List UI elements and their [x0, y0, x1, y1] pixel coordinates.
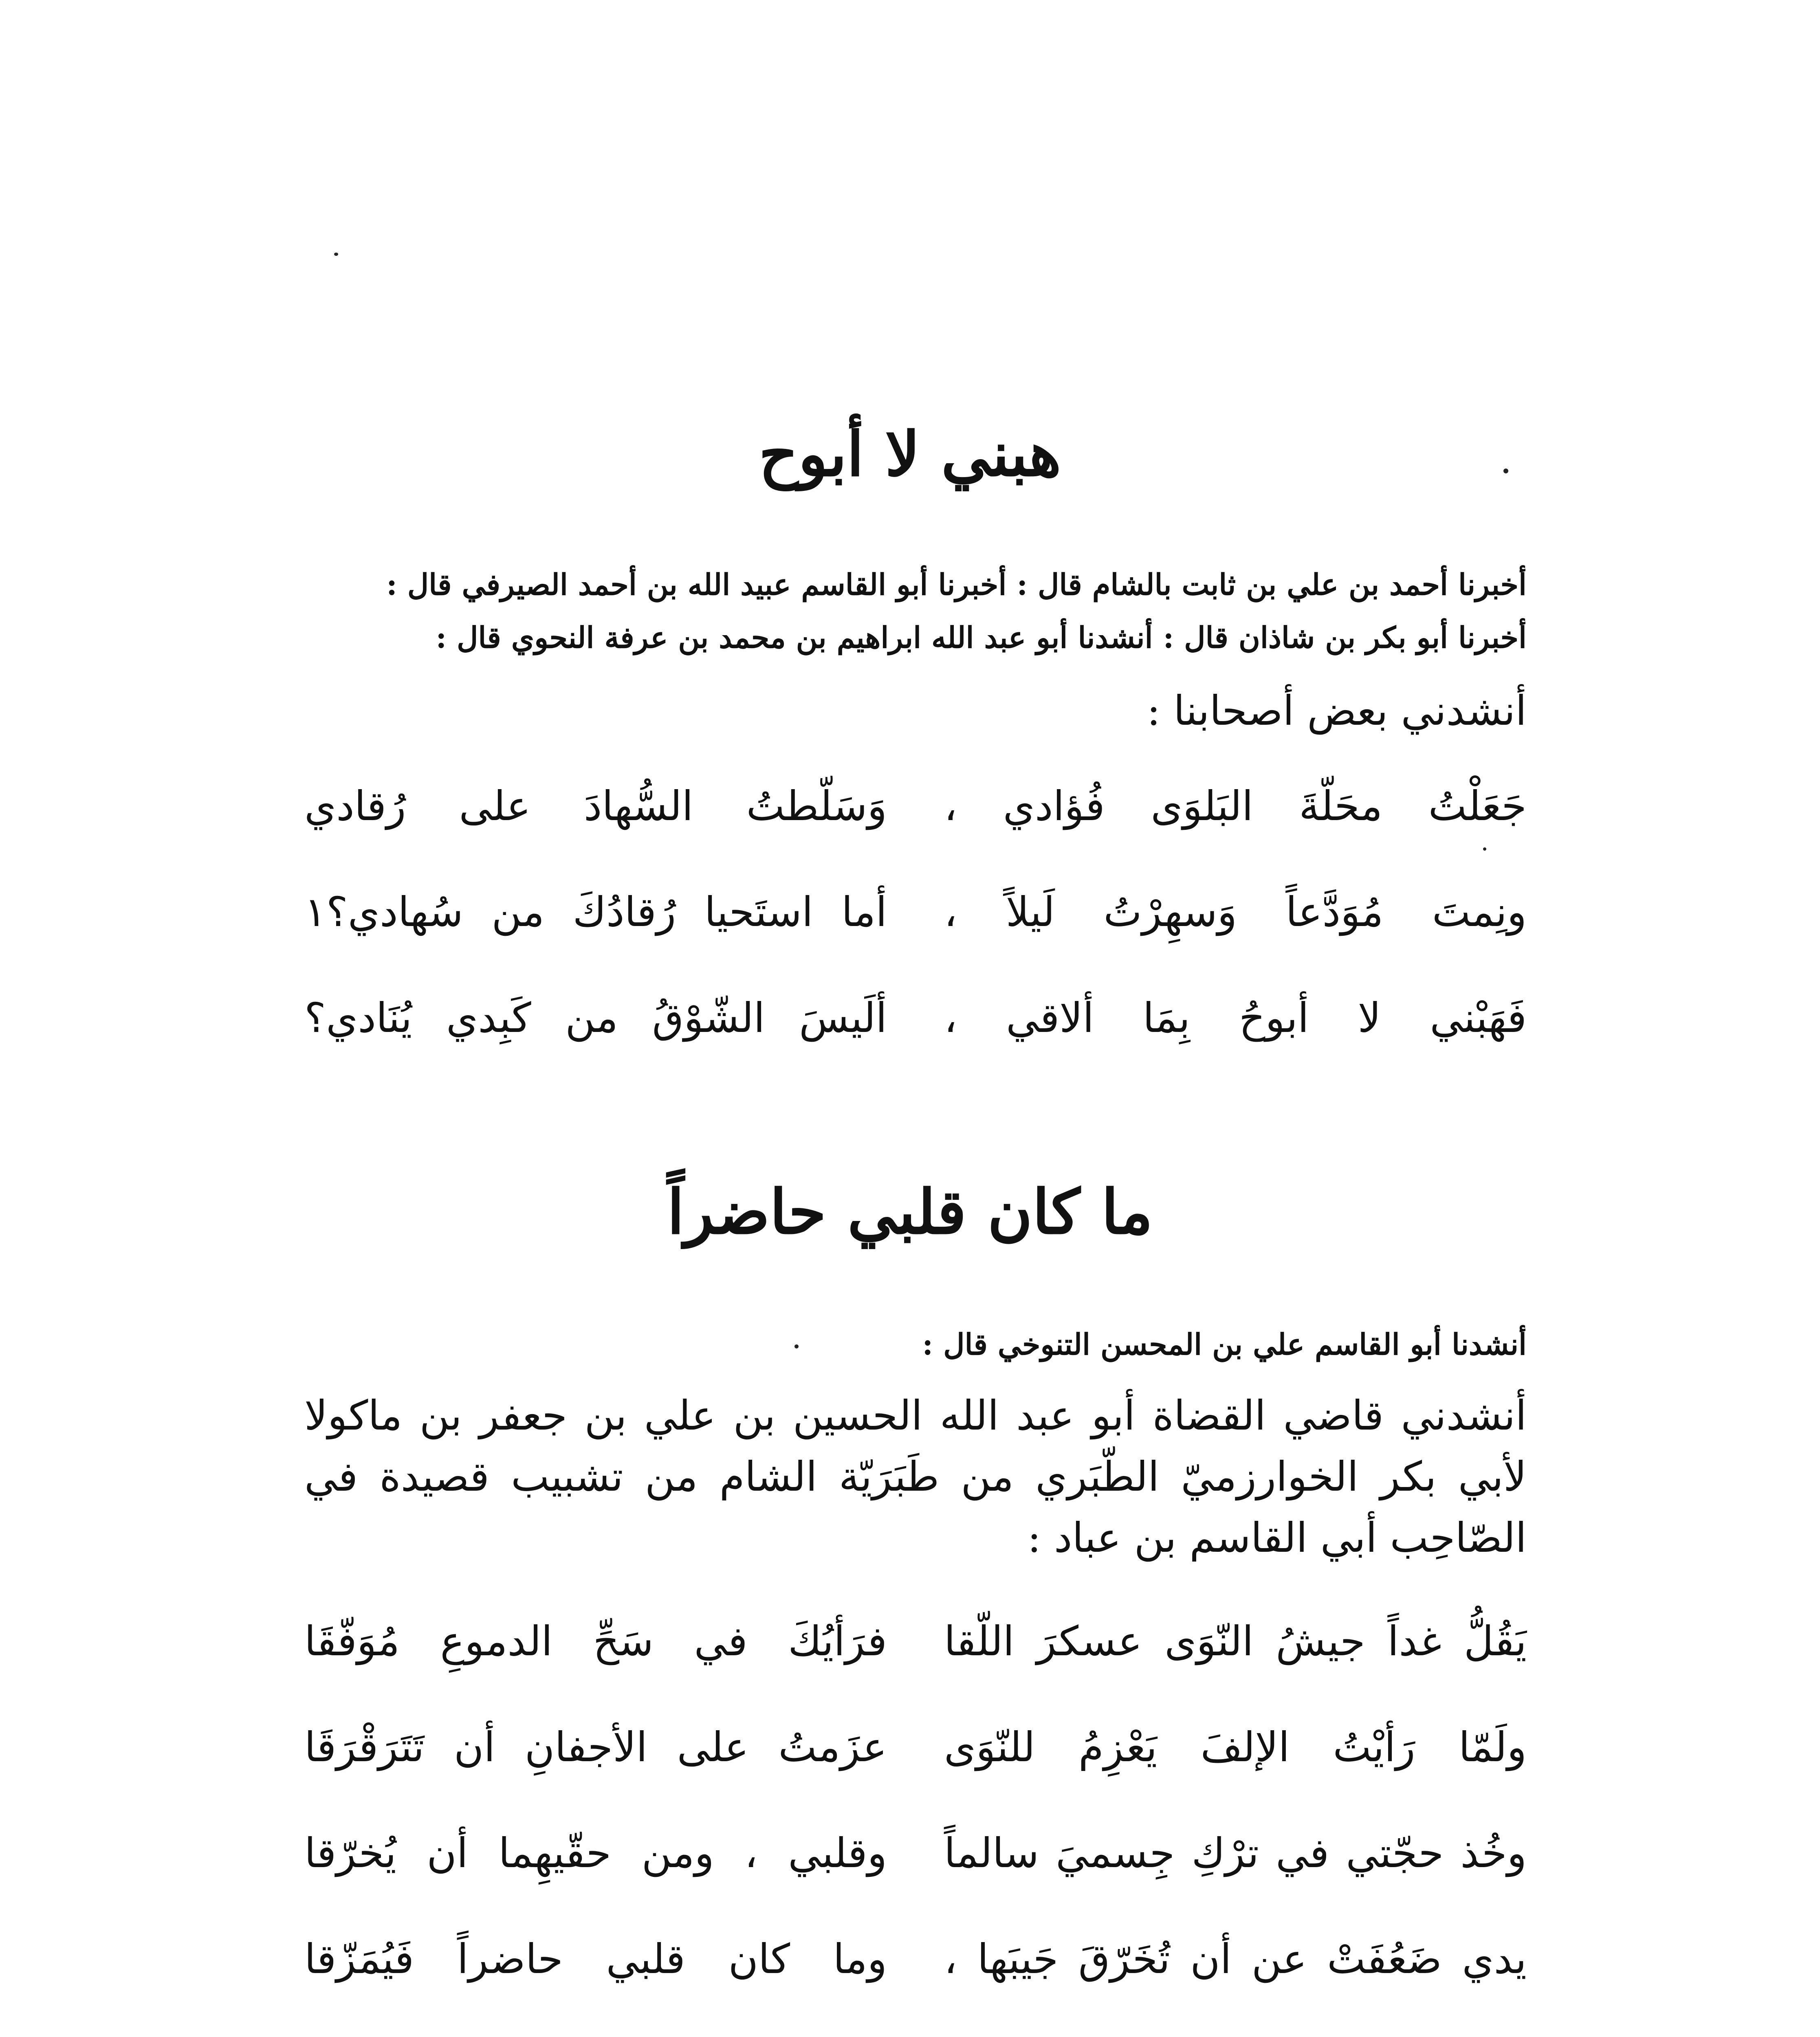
verse-line — [304, 1723, 1527, 1829]
section-title: هبني لا أبوح — [759, 418, 1061, 490]
second-hemistich: فرَأيُكَ في سَحِّ الدموعِ مُوَفّقَا — [304, 1617, 887, 1665]
first-hemistich: جَعَلْتُ محَلّةَ البَلوَى فُؤادي ، — [944, 782, 1527, 830]
first-hemistich: ولَمّا رَأيْتُ الإلفَ يَعْزِمُ للنّوَى — [944, 1723, 1527, 1771]
second-hemistich: وما كان قلبي حاضراً فَيُمَزّقا — [304, 1935, 887, 1983]
isnad-line: أخبرنا أبو بكر بن شاذان قال : أنشدنا أبو عبد الله ابراهيم بن محمد بن عرفة النحوي قال : — [436, 620, 1527, 655]
verse-line — [304, 1829, 1527, 1935]
second-hemistich: أما استَحيا رُقادُكَ من سُهادي؟١ — [304, 888, 887, 936]
verse-line — [304, 994, 1527, 1100]
second-hemistich: ألَيسَ الشّوْقُ من كَبِدي يُنَادي؟ — [304, 994, 887, 1042]
verse-line — [304, 1935, 1527, 2037]
first-hemistich: وخُذ حجّتي في ترْكِ جِسميَ سالماً — [944, 1829, 1527, 1877]
poem — [304, 1617, 1527, 2037]
verse-line — [304, 1617, 1527, 1723]
first-hemistich: يَقُلُّ غداً جيشُ النّوَى عسكرَ اللّقا — [944, 1617, 1527, 1665]
isnad-line: أنشدنا أبو القاسم علي بن المحسن التنوخي قال : — [922, 1327, 1527, 1362]
first-hemistich: فَهَبْني لا أبوحُ بِمَا ألاقي ، — [944, 994, 1527, 1042]
second-hemistich: وَسَلّطتُ السُّهادَ على رُقادي — [304, 782, 887, 830]
second-hemistich: عزَمتُ على الأجفانِ أن تَتَرَقْرَقَا — [304, 1723, 887, 1771]
verse-line — [304, 782, 1527, 888]
first-hemistich: ونِمتَ مُوَدَّعاً وَسهِرْتُ لَيلاً ، — [944, 888, 1527, 936]
poem — [304, 782, 1527, 1100]
isnad-line: أخبرنا أحمد بن علي بن ثابت بالشام قال : أخبرنا أبو القاسم عبيد الله بن أحمد الصيرفي قال : — [386, 567, 1527, 602]
intro-line: أنشدني بعض أصحابنا : — [1147, 687, 1527, 735]
scan-speck — [334, 253, 338, 256]
second-hemistich: وقلبي ، ومن حقّيهِما أن يُخرّقا — [304, 1829, 887, 1877]
section-title: ما كان قلبي حاضراً — [667, 1176, 1153, 1248]
first-hemistich: يدي ضَعُفَتْ عن أن تُخَرّقَ جَيبَها ، — [944, 1935, 1527, 1983]
verse-line — [304, 888, 1527, 994]
intro-paragraph: أنشدني قاضي القضاة أبو عبد الله الحسين بن علي بن جعفر بن ماكولا لأبي بكر الخوارزميّ الطّبَري من طَبَرَيّة الشام من تشبيب قصيدة في الصّاحِب أبي القاسم بن عباد : — [304, 1392, 1527, 1562]
